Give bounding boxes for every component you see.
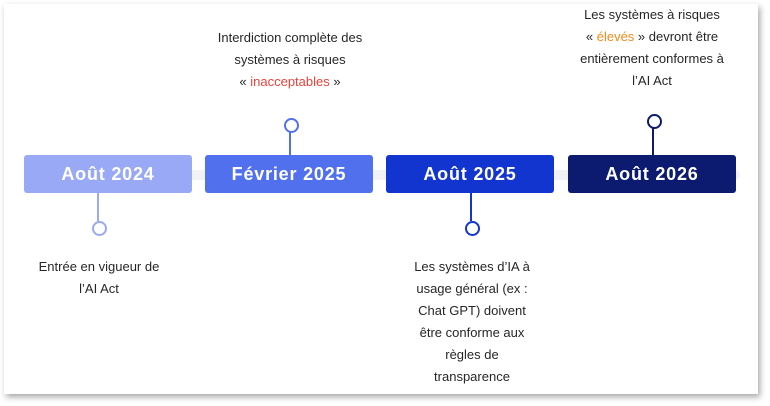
milestone-dot-aug-2026 bbox=[647, 114, 662, 129]
text-line: Les systèmes d’IA à bbox=[414, 259, 530, 274]
highlight-word: élevés bbox=[596, 29, 635, 44]
text-line: Chat GPT) doivent bbox=[418, 303, 526, 318]
milestone-dot-feb-2025 bbox=[284, 118, 299, 133]
milestone-pill-aug-2026: Août 2026 bbox=[568, 155, 736, 193]
text-line: Entrée en vigueur de bbox=[38, 259, 160, 274]
text-line: entièrement conformes à bbox=[580, 51, 724, 66]
text-line-highlight: « élevés » devront être bbox=[585, 29, 719, 44]
text-line: être conforme aux bbox=[419, 325, 525, 340]
milestone-text-aug-2025 bbox=[395, 256, 549, 388]
milestone-stem-aug-2026 bbox=[652, 128, 654, 155]
milestone-dot-aug-2025 bbox=[465, 221, 480, 236]
text-line-highlight: « inacceptables » bbox=[239, 74, 341, 89]
milestone-stem-aug-2025 bbox=[470, 193, 472, 221]
milestone-text-aug-2026 bbox=[564, 4, 740, 92]
milestone-pill-aug-2024: Août 2024 bbox=[24, 155, 192, 193]
milestone-text-aug-2024 bbox=[22, 256, 176, 300]
text-line: Interdiction complète des bbox=[217, 30, 363, 45]
milestone-text-feb-2025 bbox=[194, 27, 386, 93]
text-line: règles de bbox=[445, 347, 499, 362]
milestone-pill-feb-2025: Février 2025 bbox=[205, 155, 373, 193]
milestone-dot-aug-2024 bbox=[92, 221, 107, 236]
text-line: systèmes à risques bbox=[234, 52, 346, 67]
text-line: Les systèmes à risques bbox=[584, 7, 720, 22]
text-line: usage général (ex : bbox=[416, 281, 528, 296]
milestone-stem-feb-2025 bbox=[289, 132, 291, 155]
text-line: l’AI Act bbox=[79, 281, 119, 296]
text-line: l’AI Act bbox=[632, 73, 672, 88]
text-line: transparence bbox=[434, 369, 510, 384]
milestone-stem-aug-2024 bbox=[97, 193, 99, 221]
highlight-word: inacceptables bbox=[250, 74, 330, 89]
milestone-pill-aug-2025: Août 2025 bbox=[386, 155, 554, 193]
